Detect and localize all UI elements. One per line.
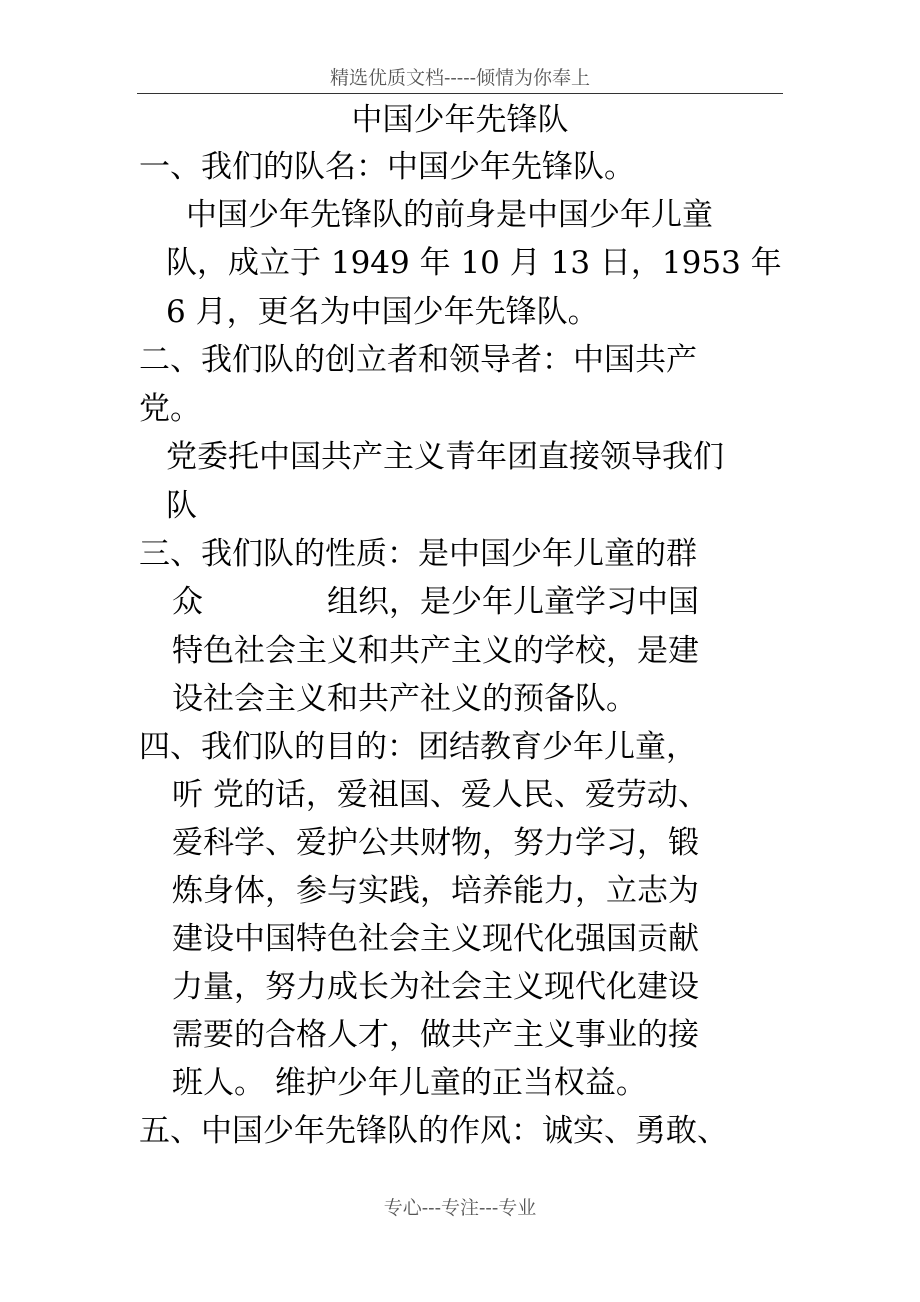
text-line: 特色社会主义和共产主义的学校，是建 [172,633,699,669]
page-footer: 专心---专注---专业 [383,1197,537,1219]
header-rule [137,93,783,94]
text-line: 四、我们队的目的：团结教育少年儿童， [139,729,697,765]
text-line: 需要的合格人才，做共产主义事业的接 [172,1017,699,1053]
text-line: 听 党的话，爱祖国、爱人民、爱劳动、 [172,777,709,813]
text-line: 设社会主义和共产社义的预备队。 [172,681,637,717]
text-line: 力量，努力成长为社会主义现代化建设 [172,969,699,1005]
text-line: 五、中国少年先锋队的作风：诚实、勇敢、 [139,1113,728,1149]
text-line: 党委托中国共产主义青年团直接领导我们 [166,439,724,475]
text-line: 众 组织，是少年儿童学习中国 [172,584,699,620]
document-title: 中国少年先锋队 [351,102,569,138]
text-line: 6 月，更名为中国少年先锋队。 [166,294,599,330]
text-line: 爱科学、爱护公共财物，努力学习，锻 [172,825,699,861]
text-line: 中国少年先锋队的前身是中国少年儿童 [186,197,713,233]
text-line: 一、我们的队名：中国少年先锋队。 [139,149,635,185]
text-line: 三、我们队的性质：是中国少年儿童的群 [139,536,697,572]
text-line: 党。 [139,391,201,427]
page-header: 精选优质文档-----倾情为你奉上 [329,67,591,89]
text-line: 队，成立于 1949 年 10 月 13 日，1953 年 [166,245,782,281]
text-line: 队 [166,488,197,524]
text-line: 建设中国特色社会主义现代化强国贡献 [172,921,699,957]
text-line: 二、我们队的创立者和领导者：中国共产 [139,342,697,378]
text-line: 炼身体，参与实践，培养能力，立志为 [172,873,699,909]
text-line: 班人。 维护少年儿童的正当权益。 [172,1065,647,1101]
